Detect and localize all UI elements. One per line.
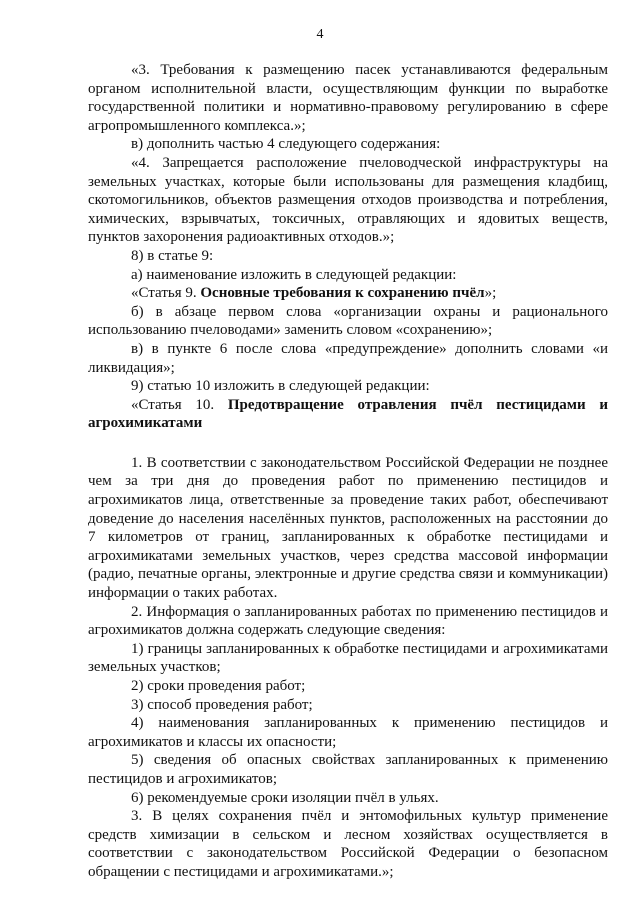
- paragraph: б) в абзаце первом слова «организации охраны и рационального использованию пчеловодами» заменить словом «сохранению»;: [88, 303, 608, 339]
- paragraph: 1. В соответствии с законодательством Российской Федерации не позднее чем за три дня до проведения работ по применению пестицидов и агрохимикатов лица, ответственные за проведение таких работ, обеспечивают доведение до населения населённых пунктов, расположенных на расстоянии до 7 километров от границ, запланированных к обработке пестицидами и агрохимикатами земельных участков, через средства массовой информации (радио, печатные органы, электронные и другие средства связи и коммуникации) информации о таких работах.: [88, 454, 608, 602]
- article-10-heading: [88, 396, 608, 433]
- article-9-prefix: «Статья 9.: [131, 285, 201, 302]
- paragraph: в) дополнить частью 4 следующего содержания:: [131, 136, 441, 153]
- list-item: 1) границы запланированных к обработке пестицидами и агрохимикатами земельных участков;: [88, 640, 608, 676]
- paragraph: 8) в статье 9:: [131, 247, 214, 264]
- article-9-heading: [88, 284, 608, 303]
- list-item: 4) наименования запланированных к применению пестицидов и агрохимикатов и классы их опасности;: [88, 715, 608, 750]
- list-item: 6) рекомендуемые сроки изоляции пчёл в ульях.: [131, 789, 439, 806]
- article-10-title: Предотвращение отравления пчёл пестицидами и агрохимикатами: [88, 396, 608, 432]
- paragraph: в) в пункте 6 после слова «предупреждение» дополнить словами «и ликвидация»;: [88, 340, 608, 376]
- paragraph: 9) статью 10 изложить в следующей редакции:: [131, 378, 430, 395]
- paragraph: 3. В целях сохранения пчёл и энтомофильных культур применение средств химизации в сельском и лесном хозяйствах осуществляется в соответствии с законодательством Российской Федерации о безопасном обращении с пестицидами и агрохимикатами.»;: [88, 808, 608, 880]
- article-10-prefix: «Статья 10.: [131, 396, 228, 413]
- article-9-title: Основные требования к сохранению пчёл: [200, 285, 485, 302]
- list-item: 5) сведения об опасных свойствах запланированных к применению пестицидов и агрохимикатов;: [88, 752, 608, 787]
- blank-spacer: [88, 433, 608, 454]
- article-9-suffix: »;: [484, 285, 497, 302]
- paragraph: а) наименование изложить в следующей редакции:: [131, 266, 457, 283]
- paragraph: 2. Информация о запланированных работах по применению пестицидов и агрохимикатов должна содержать следующие сведения:: [88, 603, 608, 639]
- list-item: 3) способ проведения работ;: [131, 696, 313, 713]
- list-item: 2) сроки проведения работ;: [131, 678, 306, 694]
- document-body: [88, 61, 608, 882]
- page-number: 4: [316, 27, 324, 42]
- paragraph: «4. Запрещается расположение пчеловодческой инфраструктуры на земельных участках, которые были использованы для размещения кладбищ, скотомогильников, объектов размещения отходов производства и потребления, химических, взрывчатых, токсичных, отравляющих и ядовитых веществ, пунктов захоронения радиоактивных отходов.»;: [88, 154, 608, 246]
- paragraph: «3. Требования к размещению пасек устанавливаются федеральным органом исполнительной власти, осуществляющим функции по выработке государственной политики и нормативно-правовому регулированию в сфере агропромышленного комплекса.»;: [88, 62, 608, 134]
